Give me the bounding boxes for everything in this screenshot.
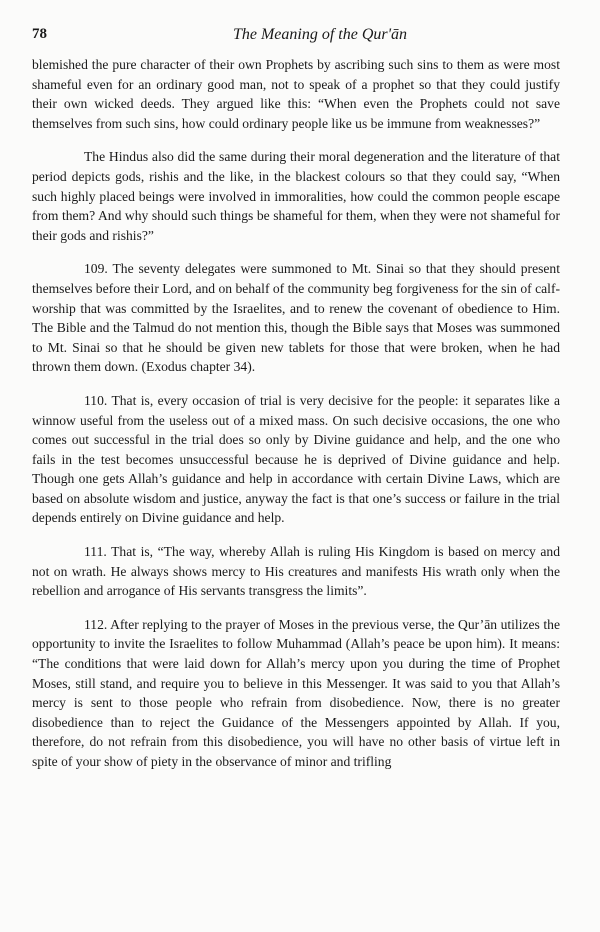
note-111: 111. That is, “The way, whereby Allah is ruling His Kingdom is based on mercy and not on wrath. He always shows mercy to His creatures and manifests His wrath only when the rebellion and arrogance of His servants transgress the limits”. [32, 544, 560, 599]
page-number: 78 [32, 26, 47, 42]
body-text [32, 55, 560, 786]
note-110: 110. That is, every occasion of trial is very decisive for the people: it separates like a winnow useful from the useless out of a mixed mass. On such decisive occasions, the one who comes out successful in the trial does so only by Divine guidance and help, and the one who fails in the test becomes unsuccessful because he is deprived of Divine guidance and help. Though one gets Allah’s guidance and help in accordance with certain Divine Laws, which are based on absolute wisdom and justice, anyway the fact is that one’s success or failure in the trial depends entirely on Divine guidance and help. [32, 392, 560, 526]
paragraph-continued: blemished the pure character of their own Prophets by ascribing such sins to them as were most shameful even for an ordinary good man, not to speak of a prophet so that they could justify their own wicked deeds. They argued like this: “When even the Prophets could not save themselves from such sins, how could ordinary people like us be immune from weaknesses?” [32, 57, 560, 131]
page-header [32, 26, 568, 48]
note-112: 112. After replying to the prayer of Moses in the previous verse, the Qur’ān utilizes the opportunity to invite the Israelites to follow Muhammad (Allah’s peace be upon him). It means: “The conditions that were laid down for Allah’s mercy upon you during the time of Prophet Moses, still stand, and require you to believe in this Messenger. It was said to you that Allah’s mercy is sent to those people who refrain from disobedience. Now, there is no greater disobedience than to reject the Guidance of the Messengers appointed by Allah. If you, therefore, do not refrain from this disobedience, you will have no other basis of virtue left in spite of your show of piety in the observance of minor and trifling [32, 616, 560, 769]
paragraph-hindus: The Hindus also did the same during their moral degeneration and the literature of that period depicts gods, rishis and the like, in the blackest colours so that they could say, “When such highly placed beings were involved in immoralities, how could the common people escape from them? And why should such things be shameful for them, when they were not shameful for their gods and rishis?” [32, 149, 560, 243]
note-109: 109. The seventy delegates were summoned to Mt. Sinai so that they should present themselves before their Lord, and on behalf of the community beg forgiveness for the sin of calf-worship that was committed by the Israelites, and to renew the covenant of obedience to Him. The Bible and the Talmud do not mention this, though the Bible says that Moses was summoned to Mt. Sinai so that he should be given new tablets for those that were broken, when he had thrown them down. (Exodus chapter 34). [32, 261, 560, 375]
running-title: The Meaning of the Qur'ān [232, 26, 408, 43]
